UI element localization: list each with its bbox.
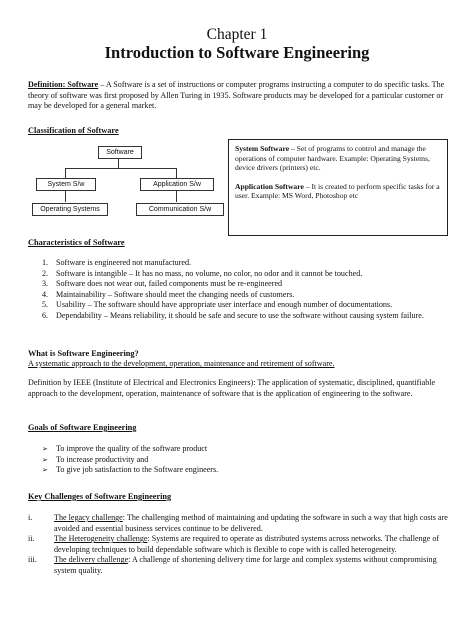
list-item: 3. Software does not wear out, failed components must be re-engineered (42, 279, 283, 289)
diagram-node-system: System S/w (36, 178, 96, 191)
list-item: ➢ To increase productivity and (42, 454, 149, 464)
software-types-box (228, 139, 448, 236)
diagram-node-application: Application S/w (140, 178, 214, 191)
arrow-bullet-icon: ➢ (42, 455, 48, 464)
goals-heading: Goals of Software Engineering (28, 423, 137, 432)
definition-text: – A Software is a set of instructions or computer programs instructing a computer to do specific tasks. The theory of software was first proposed by Allen Turing in 1935. Software products may be developed for a particular customer or may be developed for a general market. (28, 80, 445, 111)
list-item: 2. Software is intangible – It has no mass, no volume, no color, no odor and it cannot be touched. (42, 268, 363, 278)
challenges-heading: Key Challenges of Software Engineering (28, 492, 172, 501)
classification-diagram (28, 135, 228, 227)
list-item: ii. The Heterogeneity challenge: Systems are required to operate as distributed systems across networks. The challenge of developing techniques to build dependable software which is flexible to cope with is called heterogeneity. (28, 534, 440, 554)
challenges-list (28, 513, 448, 577)
list-item: iii. The delivery challenge: A challenge of shortening delivery time for large and complex systems without compromising system quality. (28, 555, 437, 575)
system-software-label: System Software (235, 144, 290, 153)
list-item: i. The legacy challenge: The challenging method of maintaining and updating the software in such a way that high costs are avoided and essential business services continue to be delivered. (28, 513, 448, 533)
list-item: 4. Maintainability – Software should meet the changing needs of customers. (42, 289, 295, 299)
goals-list (42, 444, 450, 476)
application-software-text: – It is created to perform specific tasks for a user. Example: MS Word, Photoshop etc (235, 181, 440, 201)
chapter-number: Chapter 1 (206, 26, 268, 43)
system-software-text: – Set of programs to control and manage the operations of computer hardware. Example: Operating Systems, device drivers (printers) etc. (235, 144, 430, 173)
list-item: ➢ To improve the quality of the software product (42, 444, 208, 453)
diagram-node-software: Software (98, 146, 142, 159)
definition-paragraph (28, 80, 446, 112)
diagram-node-operating-systems: Operating Systems (32, 203, 108, 216)
se-heading: What is Software Engineering? (28, 349, 139, 358)
ieee-definition: Definition by IEEE (Institute of Electrical and Electronics Engineers): The application of systematic, disciplined, quantifiable approach to the development, operation, maintenance of software that is the application of engineering to the software. (28, 378, 436, 398)
classification-heading: Classification of Software (28, 126, 119, 135)
se-summary: A systematic approach to the development, operation, maintenance and retirement of software. (28, 359, 335, 368)
list-item: 6. Dependability – Means reliability, it should be safe and secure to use the software without causing system failure. (42, 310, 424, 320)
page-title: Introduction to Software Engineering (104, 43, 370, 62)
list-item: 5. Usability – The software should have appropriate user interface and enough number of documentations. (42, 300, 393, 310)
list-item: 1. Software is engineered not manufactured. (42, 258, 192, 267)
definition-label: Definition: Software (28, 80, 99, 89)
characteristics-heading: Characteristics of Software (28, 238, 125, 247)
diagram-node-communication: Communication S/w (136, 203, 224, 216)
arrow-bullet-icon: ➢ (42, 466, 48, 475)
arrow-bullet-icon: ➢ (42, 445, 48, 453)
application-software-label: Application Software (235, 181, 304, 191)
characteristics-list (42, 258, 450, 322)
list-item: ➢ To give job satisfaction to the Software engineers. (42, 465, 219, 475)
